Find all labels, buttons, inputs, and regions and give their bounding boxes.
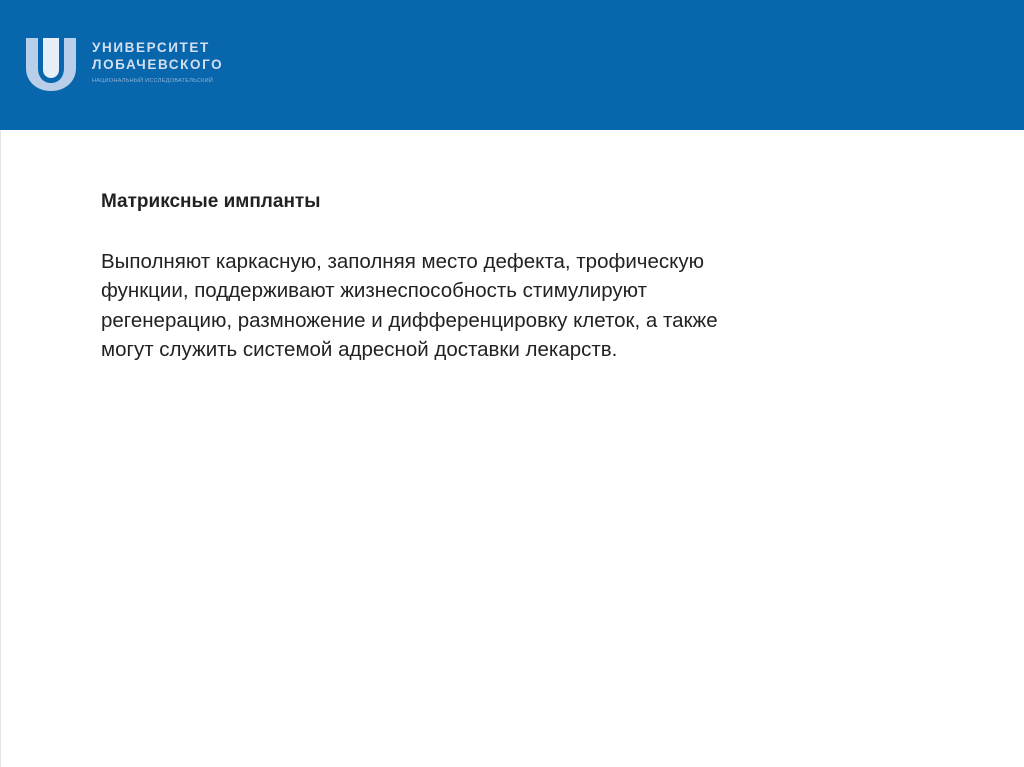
university-logo-icon: [24, 36, 78, 92]
slide-title: Матриксные импланты: [101, 191, 321, 212]
slide-body: [101, 247, 881, 364]
logo-text: [92, 39, 252, 85]
logo-line-1: УНИВЕРСИТЕТ: [92, 40, 210, 55]
left-border: [0, 130, 1, 767]
header-band: [0, 0, 1024, 130]
logo-tagline: НАЦИОНАЛЬНЫЙ ИССЛЕДОВАТЕЛЬСКИЙ: [92, 78, 214, 84]
body-line: функции, поддерживают жизнеспособность стимулируют: [101, 279, 647, 303]
university-logo: [24, 36, 244, 92]
slide-content: [101, 190, 881, 364]
body-line: Выполняют каркасную, заполняя место дефекта, трофическую: [101, 250, 704, 273]
body-line: регенерацию, размножение и дифференцировку клеток, а также: [101, 308, 718, 332]
body-line: могут служить системой адресной доставки лекарств.: [101, 337, 618, 361]
logo-line-2: ЛОБАЧЕВСКОГО: [92, 57, 224, 72]
